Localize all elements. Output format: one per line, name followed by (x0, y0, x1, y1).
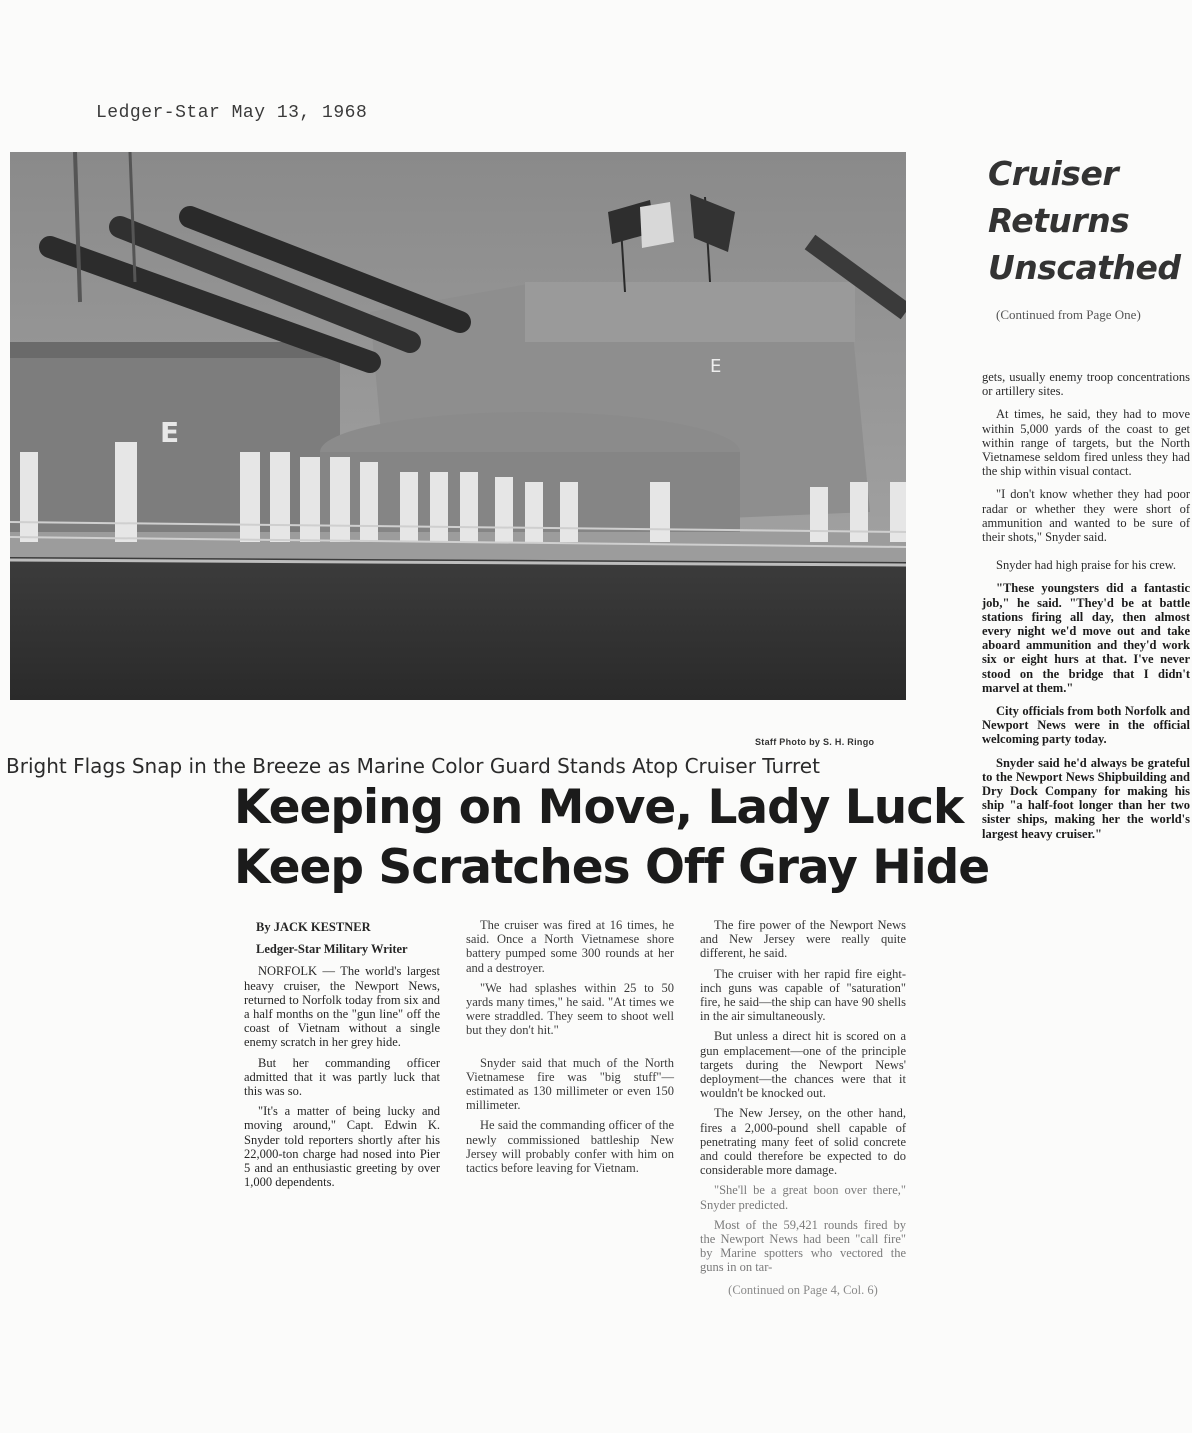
paragraph: "I don't know whether they had poor radar or whether they were short of ammunition and wanted to be sure of their shots," Snyder said. (982, 487, 1190, 545)
paragraph: "These youngsters did a fantastic job," he said. "They'd be at battle stations firing all day, then almost every night we'd move out and take aboard ammunition and they'd work six or eight hurs at that. I've never stood on the bridge that I didn't marvel at them." (982, 581, 1190, 695)
svg-text:E: E (710, 356, 722, 377)
sidebar-column (982, 370, 1190, 850)
paragraph: Snyder said that much of the North Vietnamese fire was "big stuff"—estimated as 130 millimeter or even 150 millimeter. (466, 1055, 674, 1113)
photo-illustration (10, 152, 906, 700)
paragraph: City officials from both Norfolk and Newport News were in the official welcoming party today. (982, 704, 1190, 747)
paragraph: At times, he said, they had to move within 5,000 yards of the coast to get within range of targets, but the North Vietnamese seldom fired unless they had the ship within visual contact. (982, 407, 1190, 479)
paragraph: "It's a matter of being lucky and moving around," Capt. Edwin K. Snyder told reporters shortly after his 22,000-ton charge had nosed into Pier 5 and an enthusiastic greeting by over 1,000 dependents. (244, 1104, 440, 1190)
sidebar-headline (988, 150, 1181, 291)
paragraph: Snyder had high praise for his crew. (996, 558, 1177, 573)
paragraph: But her commanding officer admitted that it was partly luck that this was so. (244, 1055, 440, 1099)
main-headline (234, 778, 990, 898)
paragraph: Snyder said he'd always be grateful to the Newport News Shipbuilding and Dry Dock Company for making his ship "a half-foot longer than her two sister ships, making her the world's largest heavy cruiser." (982, 755, 1190, 841)
photo-credit: Staff Photo by S. H. Ringo (755, 737, 875, 747)
paragraph: "She'll be a great boon over there," Snyder predicted. (700, 1183, 906, 1212)
svg-text:E: E (160, 416, 180, 449)
paragraph: He said the commanding officer of the newly commissioned battleship New Jersey will probably confer with him on tactics before leaving for Vietnam. (466, 1118, 674, 1176)
paragraph: The cruiser with her rapid fire eight-inch guns was capable of "saturation" fire, he said—the ship can have 90 shells in the air simultaneously. (700, 966, 906, 1024)
paragraph: The New Jersey, on the other hand, fires a 2,000-pound shell capable of penetrating many feet of solid concrete and could therefore be expected to do considerable more damage. (700, 1106, 906, 1178)
article-column-3 (700, 918, 906, 1297)
clipping-label: Ledger-Star May 13, 1968 (96, 103, 368, 123)
headline-line-2: Keep Scratches Off Gray Hide (234, 840, 990, 895)
sidebar-headline-line-1: Cruiser (988, 154, 1119, 193)
sidebar-headline-line-2: Returns (988, 201, 1130, 240)
ship-turret-photo (10, 152, 906, 700)
paragraph: The fire power of the Newport News and New Jersey were really quite different, he said. (700, 918, 906, 961)
article-column-1 (244, 920, 440, 1195)
continued-from-note: (Continued from Page One) (996, 307, 1141, 322)
sidebar-headline-line-3: Unscathed (988, 248, 1181, 287)
paragraph: NORFOLK — The world's largest heavy cruiser, the Newport News, returned to Norfolk today from six and a half months on the "gun line" off the coast of Vietnam without a single enemy scratch in her grey hide. (244, 964, 440, 1050)
photo-caption: Bright Flags Snap in the Breeze as Marine Color Guard Stands Atop Cruiser Turret (6, 754, 820, 778)
paragraph: "We had splashes within 25 to 50 yards many times," he said. "At times we were straddled. They seem to shoot well but they don't hit." (466, 980, 674, 1038)
byline-role: Ledger-Star Military Writer (256, 942, 408, 957)
paragraph: gets, usually enemy troop concentrations or artillery sites. (982, 370, 1190, 399)
continued-note: (Continued on Page 4, Col. 6) (728, 1282, 878, 1297)
paragraph: Most of the 59,421 rounds fired by the Newport News had been "call fire" by Marine spotters who vectored the guns in on tar- (700, 1217, 906, 1275)
byline: By JACK KESTNER (256, 920, 371, 934)
headline-line-1: Keeping on Move, Lady Luck (234, 780, 964, 835)
paragraph: The cruiser was fired at 16 times, he said. Once a North Vietnamese shore battery pumped some 300 rounds at her and a destroyer. (466, 918, 674, 975)
paragraph: But unless a direct hit is scored on a gun emplacement—one of the principle targets during the Newport News' deployment—the chances were that it wouldn't be knocked out. (700, 1029, 906, 1101)
article-column-2 (466, 918, 674, 1181)
